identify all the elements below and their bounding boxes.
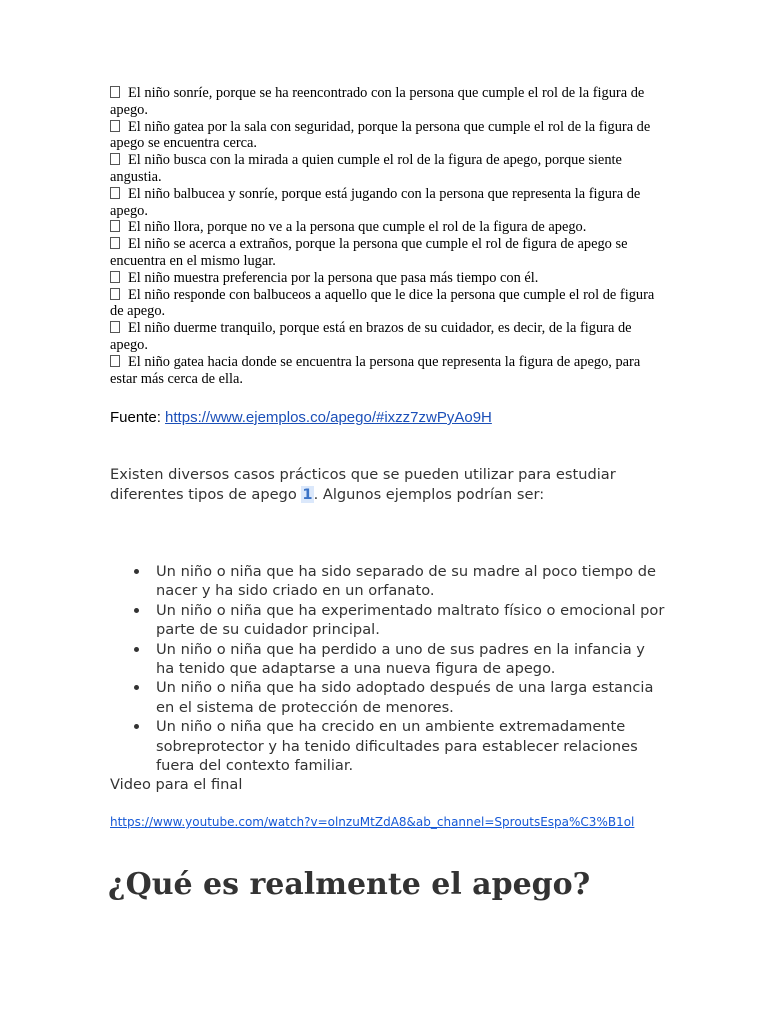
checklist-item: [110, 287, 658, 321]
intro-paragraph: [110, 465, 660, 505]
list-item: Un niño o niña que ha perdido a uno de sus padres en la infancia y ha tenido que adaptarse a una nueva figura de apego.: [110, 640, 666, 679]
intro-text: Existen diversos casos prácticos que se pueden utilizar para estudiar diferentes tipos de apego: [110, 466, 616, 503]
checklist-item-text: El niño gatea hacia donde se encuentra la persona que representa la figura de apego, para estar más cerca de ella.: [110, 353, 641, 387]
list-item: Un niño o niña que ha sido separado de su madre al poco tiempo de nacer y ha sido criado en un orfanato.: [110, 562, 666, 601]
section-heading: ¿Qué es realmente el apego?: [108, 867, 591, 902]
list-item: Un niño o niña que ha crecido en un ambiente extremadamente sobreprotector y ha tenido dificultades para establecer relaciones fuera del contexto familiar.: [110, 717, 666, 775]
checkbox-glyph-icon: [110, 237, 120, 249]
checkbox-glyph-icon: [110, 271, 120, 283]
checkbox-glyph-icon: [110, 187, 120, 199]
checklist-item-text: El niño balbucea y sonríe, porque está jugando con la persona que representa la figura de apego.: [110, 185, 641, 219]
checklist-item: [110, 152, 658, 186]
checklist-item: [110, 85, 658, 119]
checkbox-glyph-icon: [110, 355, 120, 367]
checkbox-glyph-icon: [110, 220, 120, 232]
source-label: Fuente:: [110, 409, 166, 426]
video-link[interactable]: https://www.youtube.com/watch?v=olnzuMtZdA8&ab_channel=SproutsEspa%C3%B1ol: [110, 815, 635, 829]
reference-marker[interactable]: 1: [302, 486, 313, 503]
checklist-item-text: El niño responde con balbuceos a aquello que le dice la persona que cumple el rol de figura de apego.: [110, 286, 655, 320]
checklist-item-text: El niño busca con la mirada a quien cumple el rol de la figura de apego, porque siente angustia.: [110, 152, 622, 185]
list-item: Un niño o niña que ha experimentado maltrato físico o emocional por parte de su cuidador principal.: [110, 601, 666, 640]
checklist: [110, 85, 658, 387]
checkbox-glyph-icon: [110, 86, 120, 98]
checklist-item: [110, 119, 658, 153]
checkbox-glyph-icon: [110, 153, 120, 165]
checkbox-glyph-icon: [110, 288, 120, 300]
checklist-item: [110, 270, 658, 287]
checklist-item-text: El niño se acerca a extraños, porque la persona que cumple el rol de figura de apego se encuentra en el mismo lugar.: [110, 236, 628, 269]
checklist-item: [110, 186, 658, 220]
checkbox-glyph-icon: [110, 321, 120, 333]
checklist-item-text: El niño llora, porque no ve a la persona que cumple el rol de la figura de apego.: [128, 219, 587, 236]
checklist-item-text: El niño sonríe, porque se ha reencontrado con la persona que cumple el rol de la figura de apego.: [110, 85, 645, 118]
list-item: Un niño o niña que ha sido adoptado después de una larga estancia en el sistema de protección de menores.: [110, 678, 666, 717]
checklist-item-text: El niño muestra preferencia por la persona que pasa más tiempo con él.: [128, 269, 539, 286]
source-link[interactable]: https://www.ejemplos.co/apego/#ixzz7zwPyAo9H: [165, 409, 492, 426]
checkbox-glyph-icon: [110, 120, 120, 132]
source-line: [110, 408, 492, 428]
checklist-item: [110, 320, 658, 354]
checklist-item-text: El niño duerme tranquilo, porque está en brazos de su cuidador, es decir, de la figura de apego.: [110, 320, 632, 353]
video-label: Video para el final: [110, 776, 243, 793]
intro-text-end: . Algunos ejemplos podrían ser:: [313, 486, 545, 503]
checklist-item: [110, 354, 658, 388]
examples-list: [110, 562, 666, 775]
checklist-item: [110, 219, 658, 236]
checklist-item-text: El niño gatea por la sala con seguridad, porque la persona que cumple el rol de la figura de apego se encuentra cerca.: [110, 118, 651, 152]
checklist-item: [110, 236, 658, 270]
